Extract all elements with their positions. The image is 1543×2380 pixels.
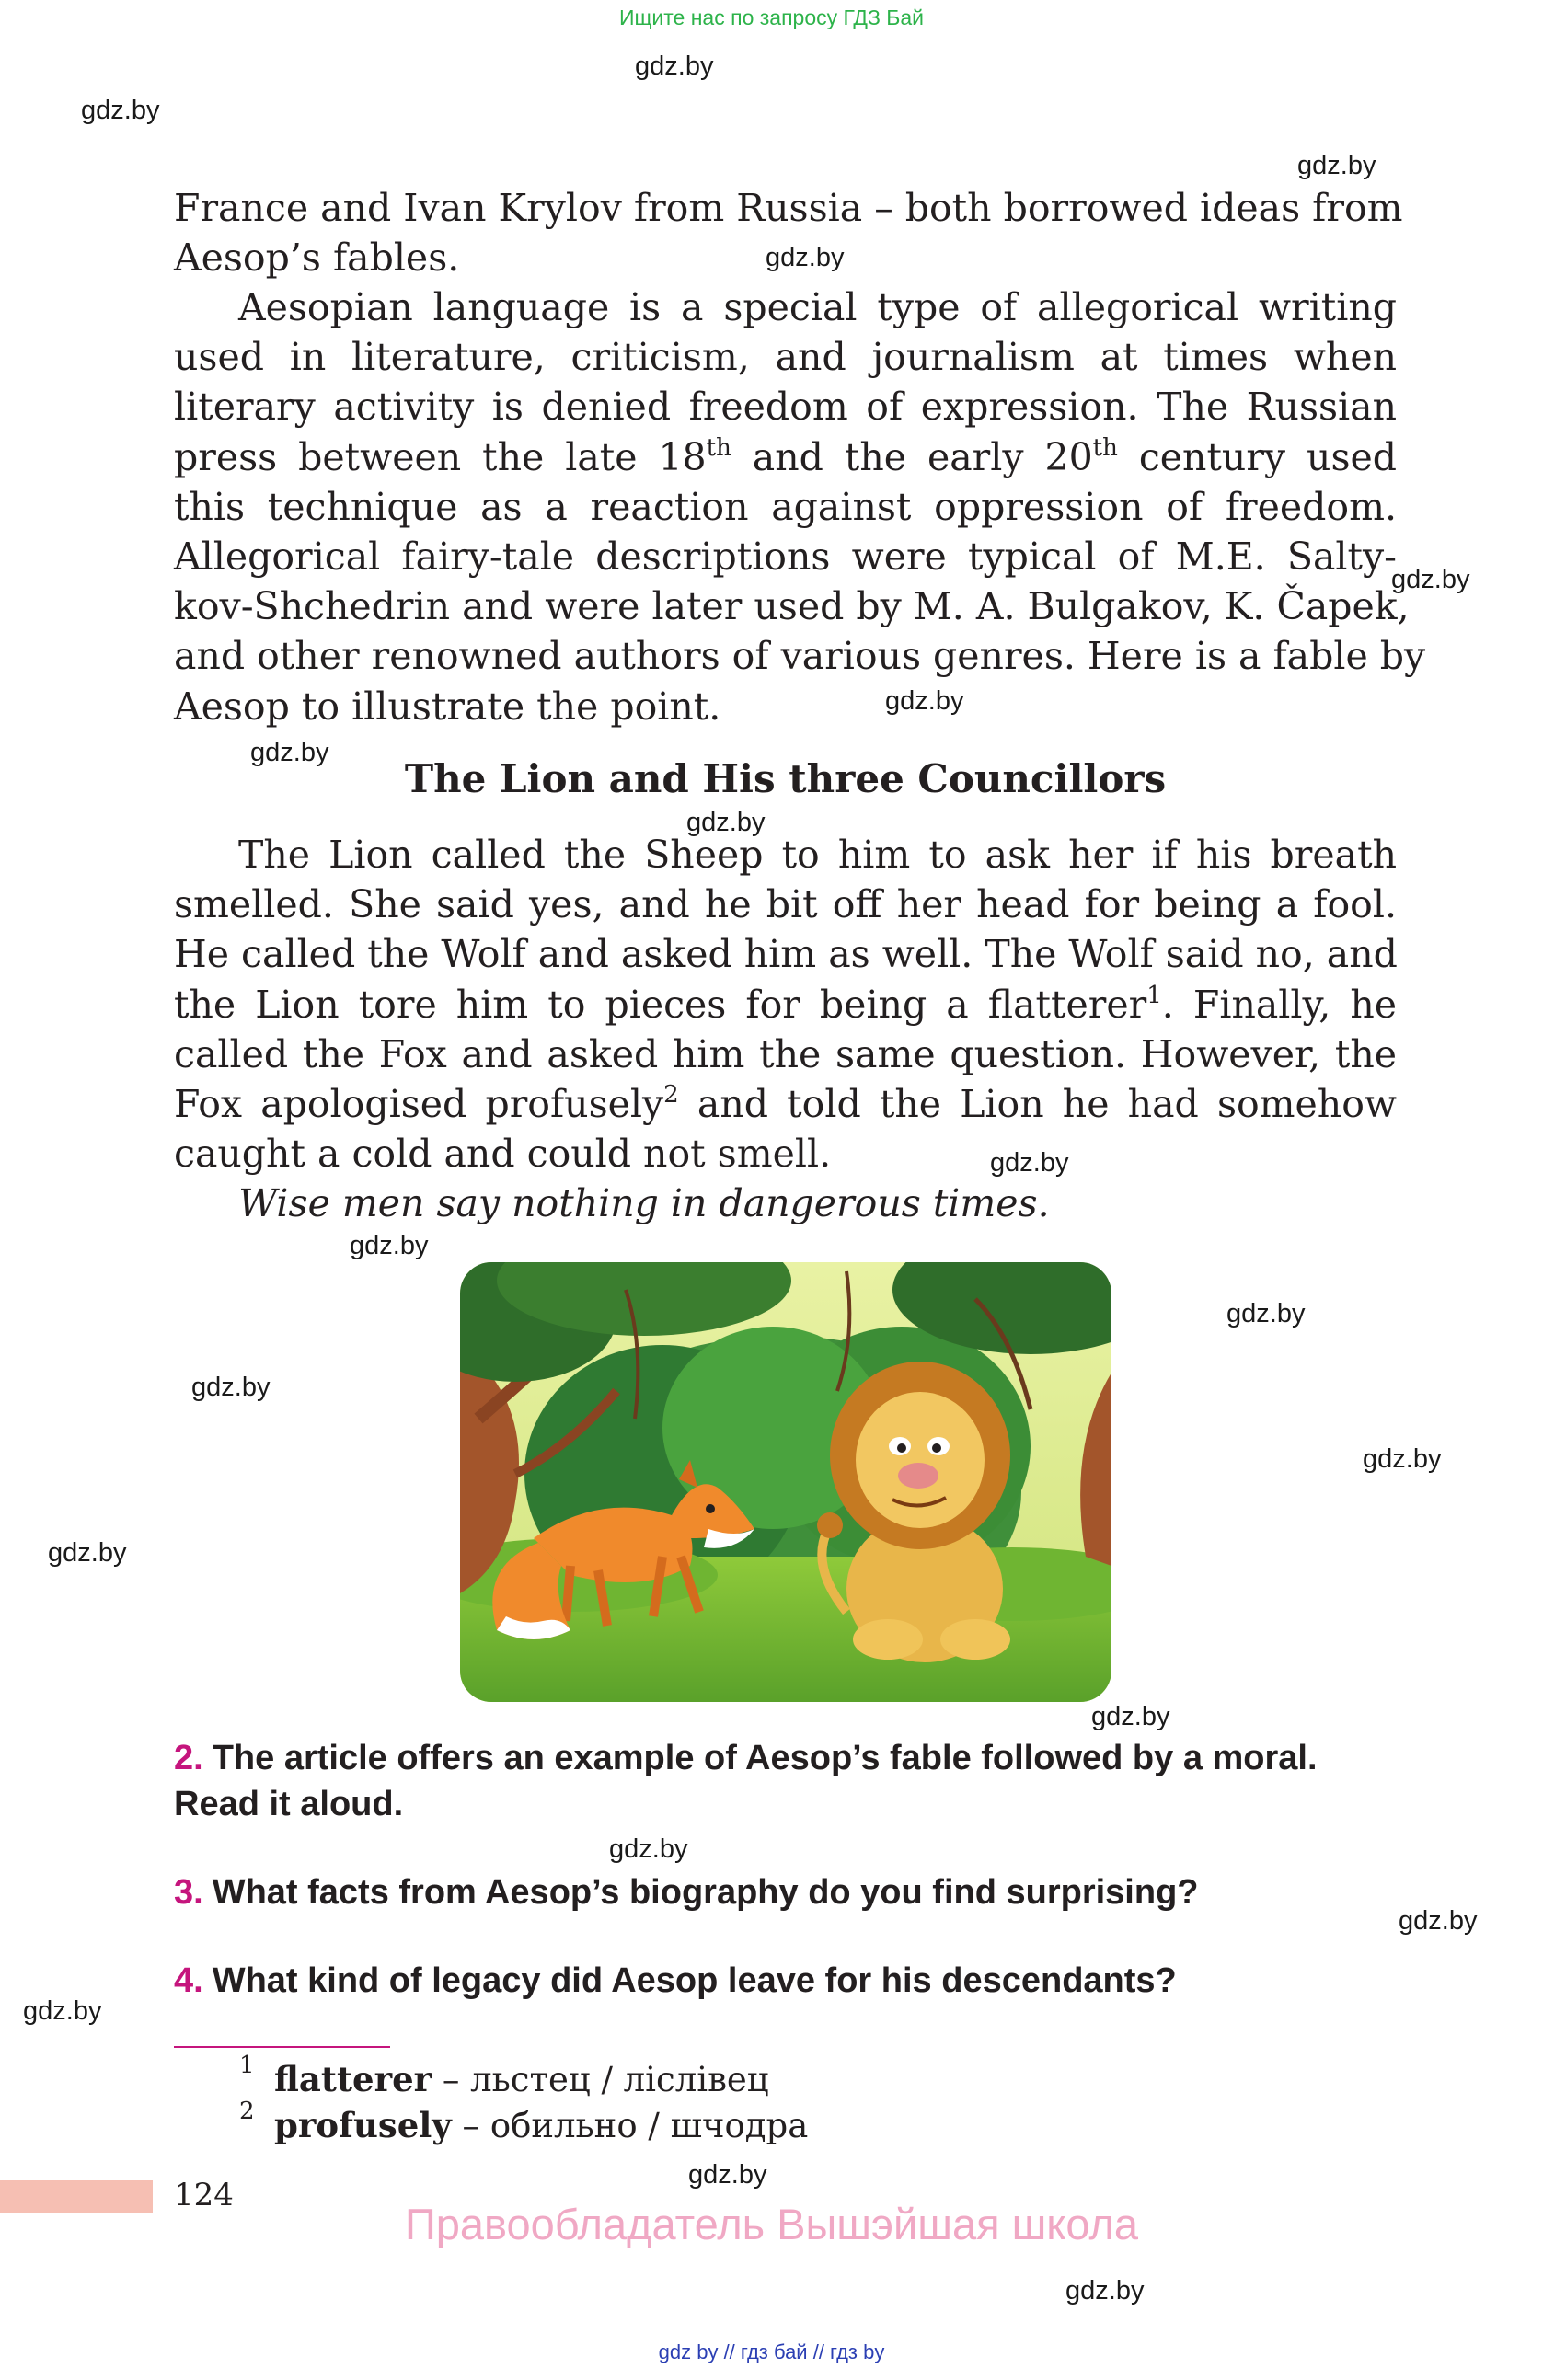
watermark: gdz.by [1297,151,1376,180]
task-text: The article offers an example of Aesop’s fable followed by a moral. [212,1739,1318,1777]
task-text: What kind of legacy did Aesop leave for his descendants? [212,1961,1177,2000]
footnote-number: 1 [239,2052,255,2079]
watermark: gdz.by [1363,1444,1442,1474]
text-segment: century used [1117,434,1397,479]
text-line-with-footnote [174,980,1397,1029]
watermark: gdz.by [686,808,766,837]
watermark: gdz.by [81,96,160,125]
task-number: 3. [174,1873,203,1912]
illustration-svg [460,1262,1111,1702]
watermark: gdz.by [250,738,329,767]
fable-text [174,830,1397,1229]
paragraph-aesopian-language [174,282,1426,731]
task-text: What facts from Aesop’s biography do you find surprising? [212,1873,1199,1912]
task-2 [174,1735,1407,1827]
paragraph-intro [174,183,1403,282]
watermark: gdz.by [1391,565,1470,594]
text-line: France and Ivan Krylov from Russia – both borrowed ideas from [174,186,1403,230]
footnote-number: 2 [239,2098,255,2125]
text-segment: and the early 20 [731,434,1093,479]
fable-title: The Lion and His three Councillors [404,756,1167,801]
watermark: gdz.by [350,1231,429,1260]
footnote-2 [239,2098,809,2145]
footnote-term: flatterer [274,2059,432,2099]
fable-moral: Wise men say nothing in dangerous times. [238,1181,1050,1226]
watermark: gdz.by [990,1148,1069,1178]
text-line: kov-Shchedrin and were later used by M. A. Bulgakov, K. Čapek, [174,584,1410,629]
text-line: called the Fox and asked him the same question. However, the [174,1031,1397,1076]
watermark: gdz.by [885,686,964,716]
footnote-translation: – льстец / лiслiвец [432,2060,769,2099]
task-text: Read it aloud. [174,1785,404,1823]
text-segment: . Finally, he [1161,982,1398,1027]
text-line: Allegorical fairy-tale descriptions were typical of M.E. Salty- [174,535,1397,580]
page-number: 124 [174,2177,234,2213]
watermark: gdz.by [23,1996,102,2026]
copyright-notice: Правообладатель Вышэйшая школа [404,2200,1139,2248]
lion-and-fox-illustration [460,1262,1111,1702]
bottom-banner[interactable]: gdz by // гдз бай // гдз by [658,2340,885,2363]
task-number: 4. [174,1961,203,2000]
superscript: th [1092,433,1118,462]
text-segment: Fox apologised profusely [174,1082,664,1127]
text-line: He called the Wolf and asked him as well. The Wolf said no, and [174,932,1398,977]
footnote-1 [239,2052,769,2099]
watermark: gdz.by [191,1373,271,1402]
footnote-ref[interactable]: 1 [1146,981,1162,1009]
watermark: gdz.by [1065,2276,1145,2305]
watermark: gdz.by [635,52,714,81]
task-4 [174,1958,1407,2004]
task-number: 2. [174,1739,203,1777]
text-segment: press between the late 18 [174,434,707,479]
text-segment: the Lion tore him to pieces for being a flatterer [174,982,1147,1027]
watermark: gdz.by [766,243,845,272]
text-line: used in literature, criticism, and journalism at times when [174,335,1397,380]
text-line: smelled. She said yes, and he bit off her head for being a fool. [174,882,1397,927]
watermark: gdz.by [1091,1702,1170,1731]
text-line: this technique as a reaction against oppression of freedom. [174,484,1397,529]
watermark: gdz.by [688,2160,767,2190]
text-line-with-footnote [174,1079,1397,1129]
text-line: caught a cold and could not smell. [174,1132,832,1177]
text-line: Aesopian language is a special type of allegorical writing [238,285,1397,329]
text-line: The Lion called the Sheep to him to ask her if his breath [238,833,1397,877]
text-segment: and told the Lion he had somehow [678,1082,1397,1127]
watermark: gdz.by [1226,1299,1306,1328]
footnote-translation: – обильно / шчодра [451,2106,809,2145]
footnote-term: profusely [274,2105,452,2145]
watermark: gdz.by [48,1538,127,1568]
text-line: Aesop’s fables. [174,236,460,281]
superscript: th [706,433,731,462]
text-line-with-superscripts [174,432,1397,482]
watermark: gdz.by [1399,1906,1478,1936]
task-3 [174,1869,1407,1915]
footnote-ref[interactable]: 2 [663,1081,679,1110]
top-banner[interactable]: Ищите нас по запросу ГДЗ Бай [618,6,925,29]
text-line: literary activity is denied freedom of expression. The Russian [174,385,1397,430]
footnote-divider [174,2046,390,2048]
text-line: and other renowned authors of various genres. Here is a fable by [174,634,1426,679]
watermark: gdz.by [609,1834,688,1864]
text-line: Aesop to illustrate the point. [174,684,721,729]
